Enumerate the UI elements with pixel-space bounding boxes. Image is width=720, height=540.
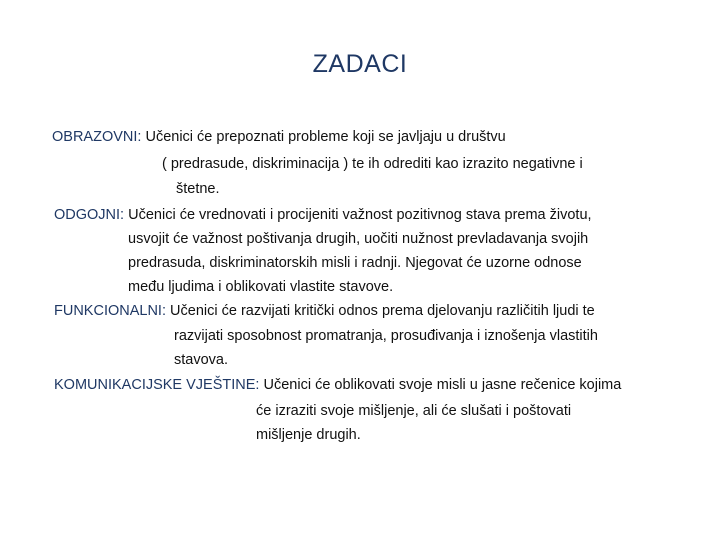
odgojni-line-1 <box>54 206 592 224</box>
odgojni-text-2: usvojit će važnost poštivanja drugih, uočiti nužnost prevladavanja svojih <box>128 231 589 247</box>
funkcionalni-text-3: stavova. <box>174 352 228 368</box>
odgojni-text-4: među ljudima i oblikovati vlastite stavove. <box>128 279 394 295</box>
obrazovni-text-2: ( predrasude, diskriminacija ) te ih odrediti kao izrazito negativne i <box>162 156 583 172</box>
funkcionalni-text-1: Učenici će razvijati kritički odnos prema djelovanju različitih ljudi te <box>166 303 595 319</box>
obrazovni-line-1 <box>52 128 506 146</box>
komunikacijske-text-1: Učenici će oblikovati svoje misli u jasne rečenice kojima <box>259 377 622 393</box>
komunikacijske-text-2: će izraziti svoje mišljenje, ali će slušati i poštovati <box>256 403 572 419</box>
slide-title: ZADACI <box>312 50 408 78</box>
komunikacijske-text-3: mišljenje drugih. <box>256 427 361 443</box>
odgojni-label: ODGOJNI: <box>54 207 125 223</box>
funkcionalni-line-1 <box>54 302 595 320</box>
odgojni-text-1: Učenici će vrednovati i procijeniti važnost pozitivnog stava prema životu, <box>124 207 592 223</box>
obrazovni-text-3: štetne. <box>176 181 220 197</box>
obrazovni-label: OBRAZOVNI: <box>52 129 142 145</box>
obrazovni-text-1: Učenici će prepoznati probleme koji se javljaju u društvu <box>141 129 506 145</box>
funkcionalni-label: FUNKCIONALNI: <box>54 303 166 319</box>
komunikacijske-line-1 <box>54 376 621 394</box>
komunikacijske-label: KOMUNIKACIJSKE VJEŠTINE: <box>54 377 260 393</box>
funkcionalni-text-2: razvijati sposobnost promatranja, prosuđivanja i iznošenja vlastitih <box>174 328 598 344</box>
odgojni-text-3: predrasuda, diskriminatorskih misli i radnji. Njegovat će uzorne odnose <box>128 255 582 271</box>
